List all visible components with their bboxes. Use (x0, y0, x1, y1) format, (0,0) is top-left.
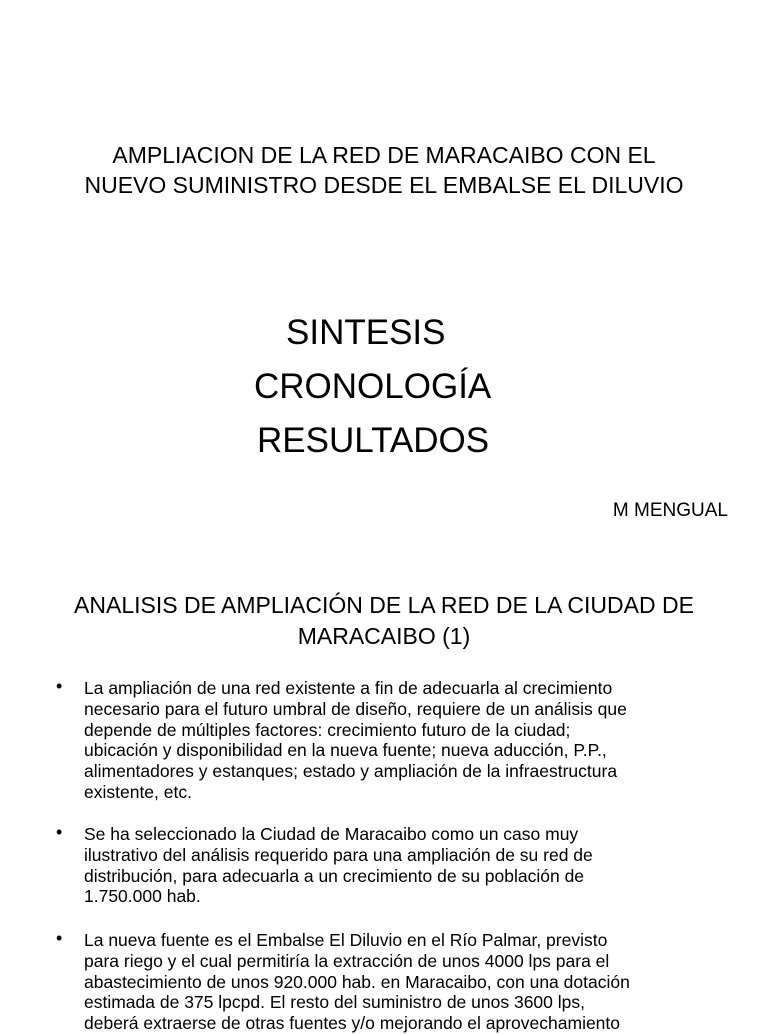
bullet-line: deberá extraerse de otras fuentes y/o mejorando el aprovechamiento (84, 1013, 621, 1034)
bullet-line: La nueva fuente es el Embalse El Diluvio en el Río Palmar, previsto (84, 930, 608, 950)
bullet-line: existente, etc. (84, 781, 192, 802)
bullet-line: necesario para el futuro umbral de diseño, requiere de un análisis que (84, 698, 627, 719)
bullet-line: abastecimiento de unos 920.000 hab. en Maracaibo, con una dotación (84, 971, 630, 992)
bullet-text (84, 678, 627, 803)
title-line: NUEVO SUMINISTRO DESDE EL EMBALSE EL DILUVIO (84, 172, 684, 198)
title-line: AMPLIACION DE LA RED DE MARACAIBO CON EL (112, 142, 656, 168)
bullet-line: para riego y el cual permitiría la extracción de unos 4000 lps para el (84, 950, 610, 971)
bullet-line: Se ha seleccionado la Ciudad de Maracaibo como un caso muy (84, 824, 579, 844)
section-title-line: ANALISIS DE AMPLIACIÓN DE LA RED DE LA CIUDAD DE (74, 592, 694, 618)
bullet-line: ubicación y disponibilidad en la nueva fuente; nueva aducción, P.P., (84, 740, 607, 761)
bullet-icon: • (56, 676, 63, 696)
bullet-icon: • (56, 822, 63, 842)
bullet-icon: • (56, 928, 63, 948)
bullet-line: depende de múltiples factores: crecimiento futuro de la ciudad; (84, 719, 571, 740)
bullet-line: 1.750.000 hab. (84, 886, 201, 907)
author-name: M MENGUAL (612, 500, 728, 521)
section-title-line: MARACAIBO (1) (297, 623, 471, 649)
bullet-text (84, 930, 630, 1034)
bullet-line: La ampliación de una red existente a fin de adecuarla al crecimiento (84, 678, 613, 698)
agenda-item-resultados: RESULTADOS (257, 421, 490, 460)
agenda-item-cronologia: CRONOLOGÍA (254, 367, 492, 406)
agenda-item-sintesis: SINTESIS (286, 313, 446, 352)
document-title (30, 140, 738, 200)
bullet-text (84, 824, 593, 907)
bullet-line: alimentadores y estanques; estado y ampliación de la infraestructura (84, 761, 618, 782)
bullet-line: ilustrativo del análisis requerido para una ampliación de su red de (84, 844, 593, 865)
section-title (24, 590, 744, 652)
bullet-line: distribución, para adecuarla a un crecimiento de su población de (84, 865, 585, 886)
bullet-line: estimada de 375 lpcpd. El resto del suministro de unos 3600 lps, (84, 992, 585, 1013)
